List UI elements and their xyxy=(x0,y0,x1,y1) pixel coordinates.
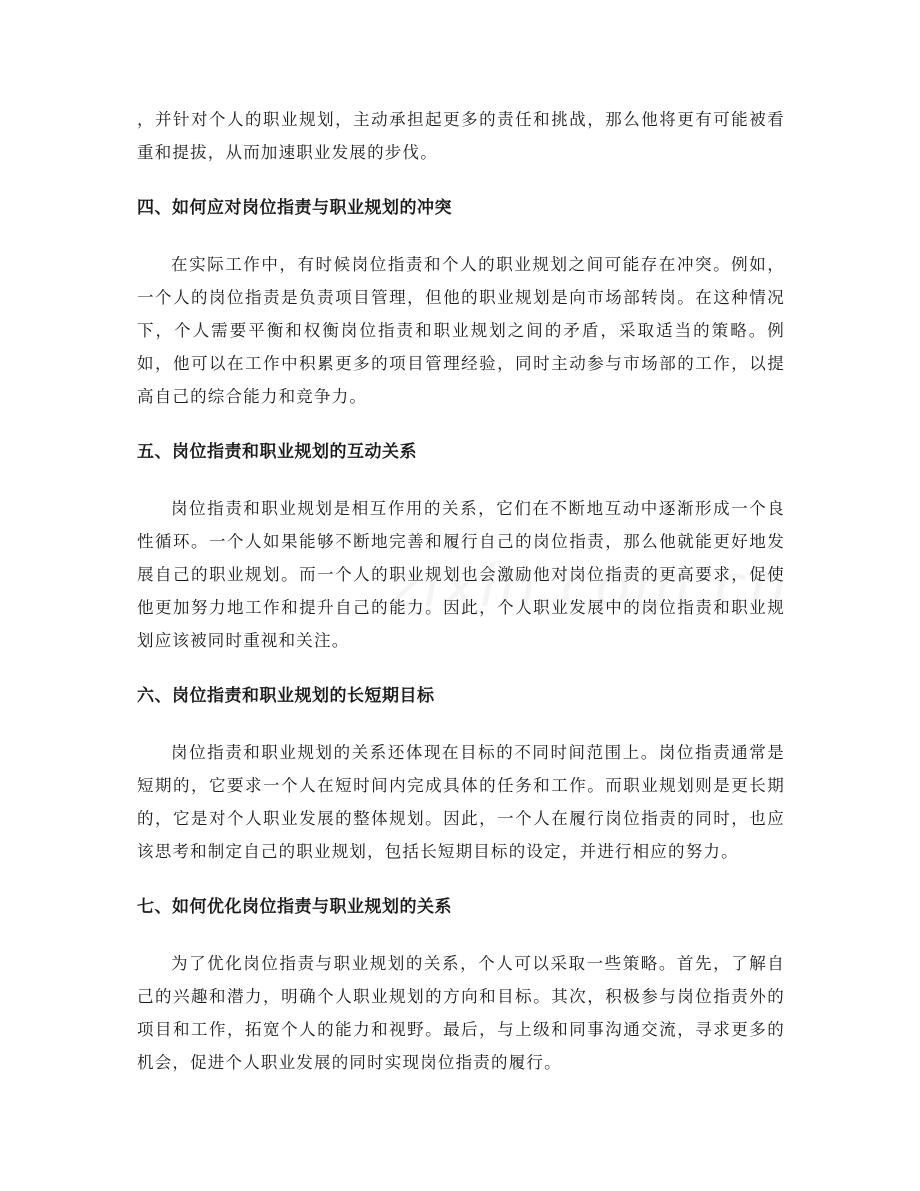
section-paragraph-4: 在实际工作中，有时候岗位指责和个人的职业规划之间可能存在冲突。例如，一个人的岗位指责是负责项目管理，但他的职业规划是向市场部转岗。在这种情况下，个人需要平衡和权衡岗位指责和职业规划之间的矛盾，采取适当的策略。例如，他可以在工作中积累更多的项目管理经验，同时主动参与市场部的工作，以提高自己的综合能力和竞争力。 xyxy=(137,255,785,406)
section-paragraph-7: 为了优化岗位指责与职业规划的关系，个人可以采取一些策略。首先，了解自己的兴趣和潜力，明确个人职业规划的方向和目标。其次，积极参与岗位指责外的项目和工作，拓宽个人的能力和视野。最后，与上级和同事沟通交流，寻求更多的机会，促进个人职业发展的同时实现岗位指责的履行。 xyxy=(137,954,785,1072)
section-paragraph-5: 岗位指责和职业规划是相互作用的关系，它们在不断地互动中逐渐形成一个良性循环。一个人如果能够不断地完善和履行自己的岗位指责，那么他就能更好地发展自己的职业规划。而一个人的职业规划也会激励他对岗位指责的更高要求，促使他更加努力地工作和提升自己的能力。因此，个人职业发展中的岗位指责和职业规划应该被同时重视和关注。 xyxy=(137,499,785,650)
section-heading-5: 五、岗位指责和职业规划的互动关系 xyxy=(137,442,417,462)
section-heading-4: 四、如何应对岗位指责与职业规划的冲突 xyxy=(137,198,452,218)
section-heading-7: 七、如何优化岗位指责与职业规划的关系 xyxy=(137,897,452,917)
section-heading-6: 六、岗位指责和职业规划的长短期目标 xyxy=(137,686,435,706)
document-body xyxy=(137,103,785,1079)
intro-paragraph: ，并针对个人的职业规划，主动承担起更多的责任和挑战，那么他将更有可能被看重和提拔，从而加速职业发展的步伐。 xyxy=(137,110,785,162)
section-paragraph-6: 岗位指责和职业规划的关系还体现在目标的不同时间范围上。岗位指责通常是短期的，它要求一个人在短时间内完成具体的任务和工作。而职业规划则是更长期的，它是对个人职业发展的整体规划。因此，一个人在履行岗位指责的同时，也应该思考和制定自己的职业规划，包括长短期目标的设定，并进行相应的努力。 xyxy=(137,743,785,861)
